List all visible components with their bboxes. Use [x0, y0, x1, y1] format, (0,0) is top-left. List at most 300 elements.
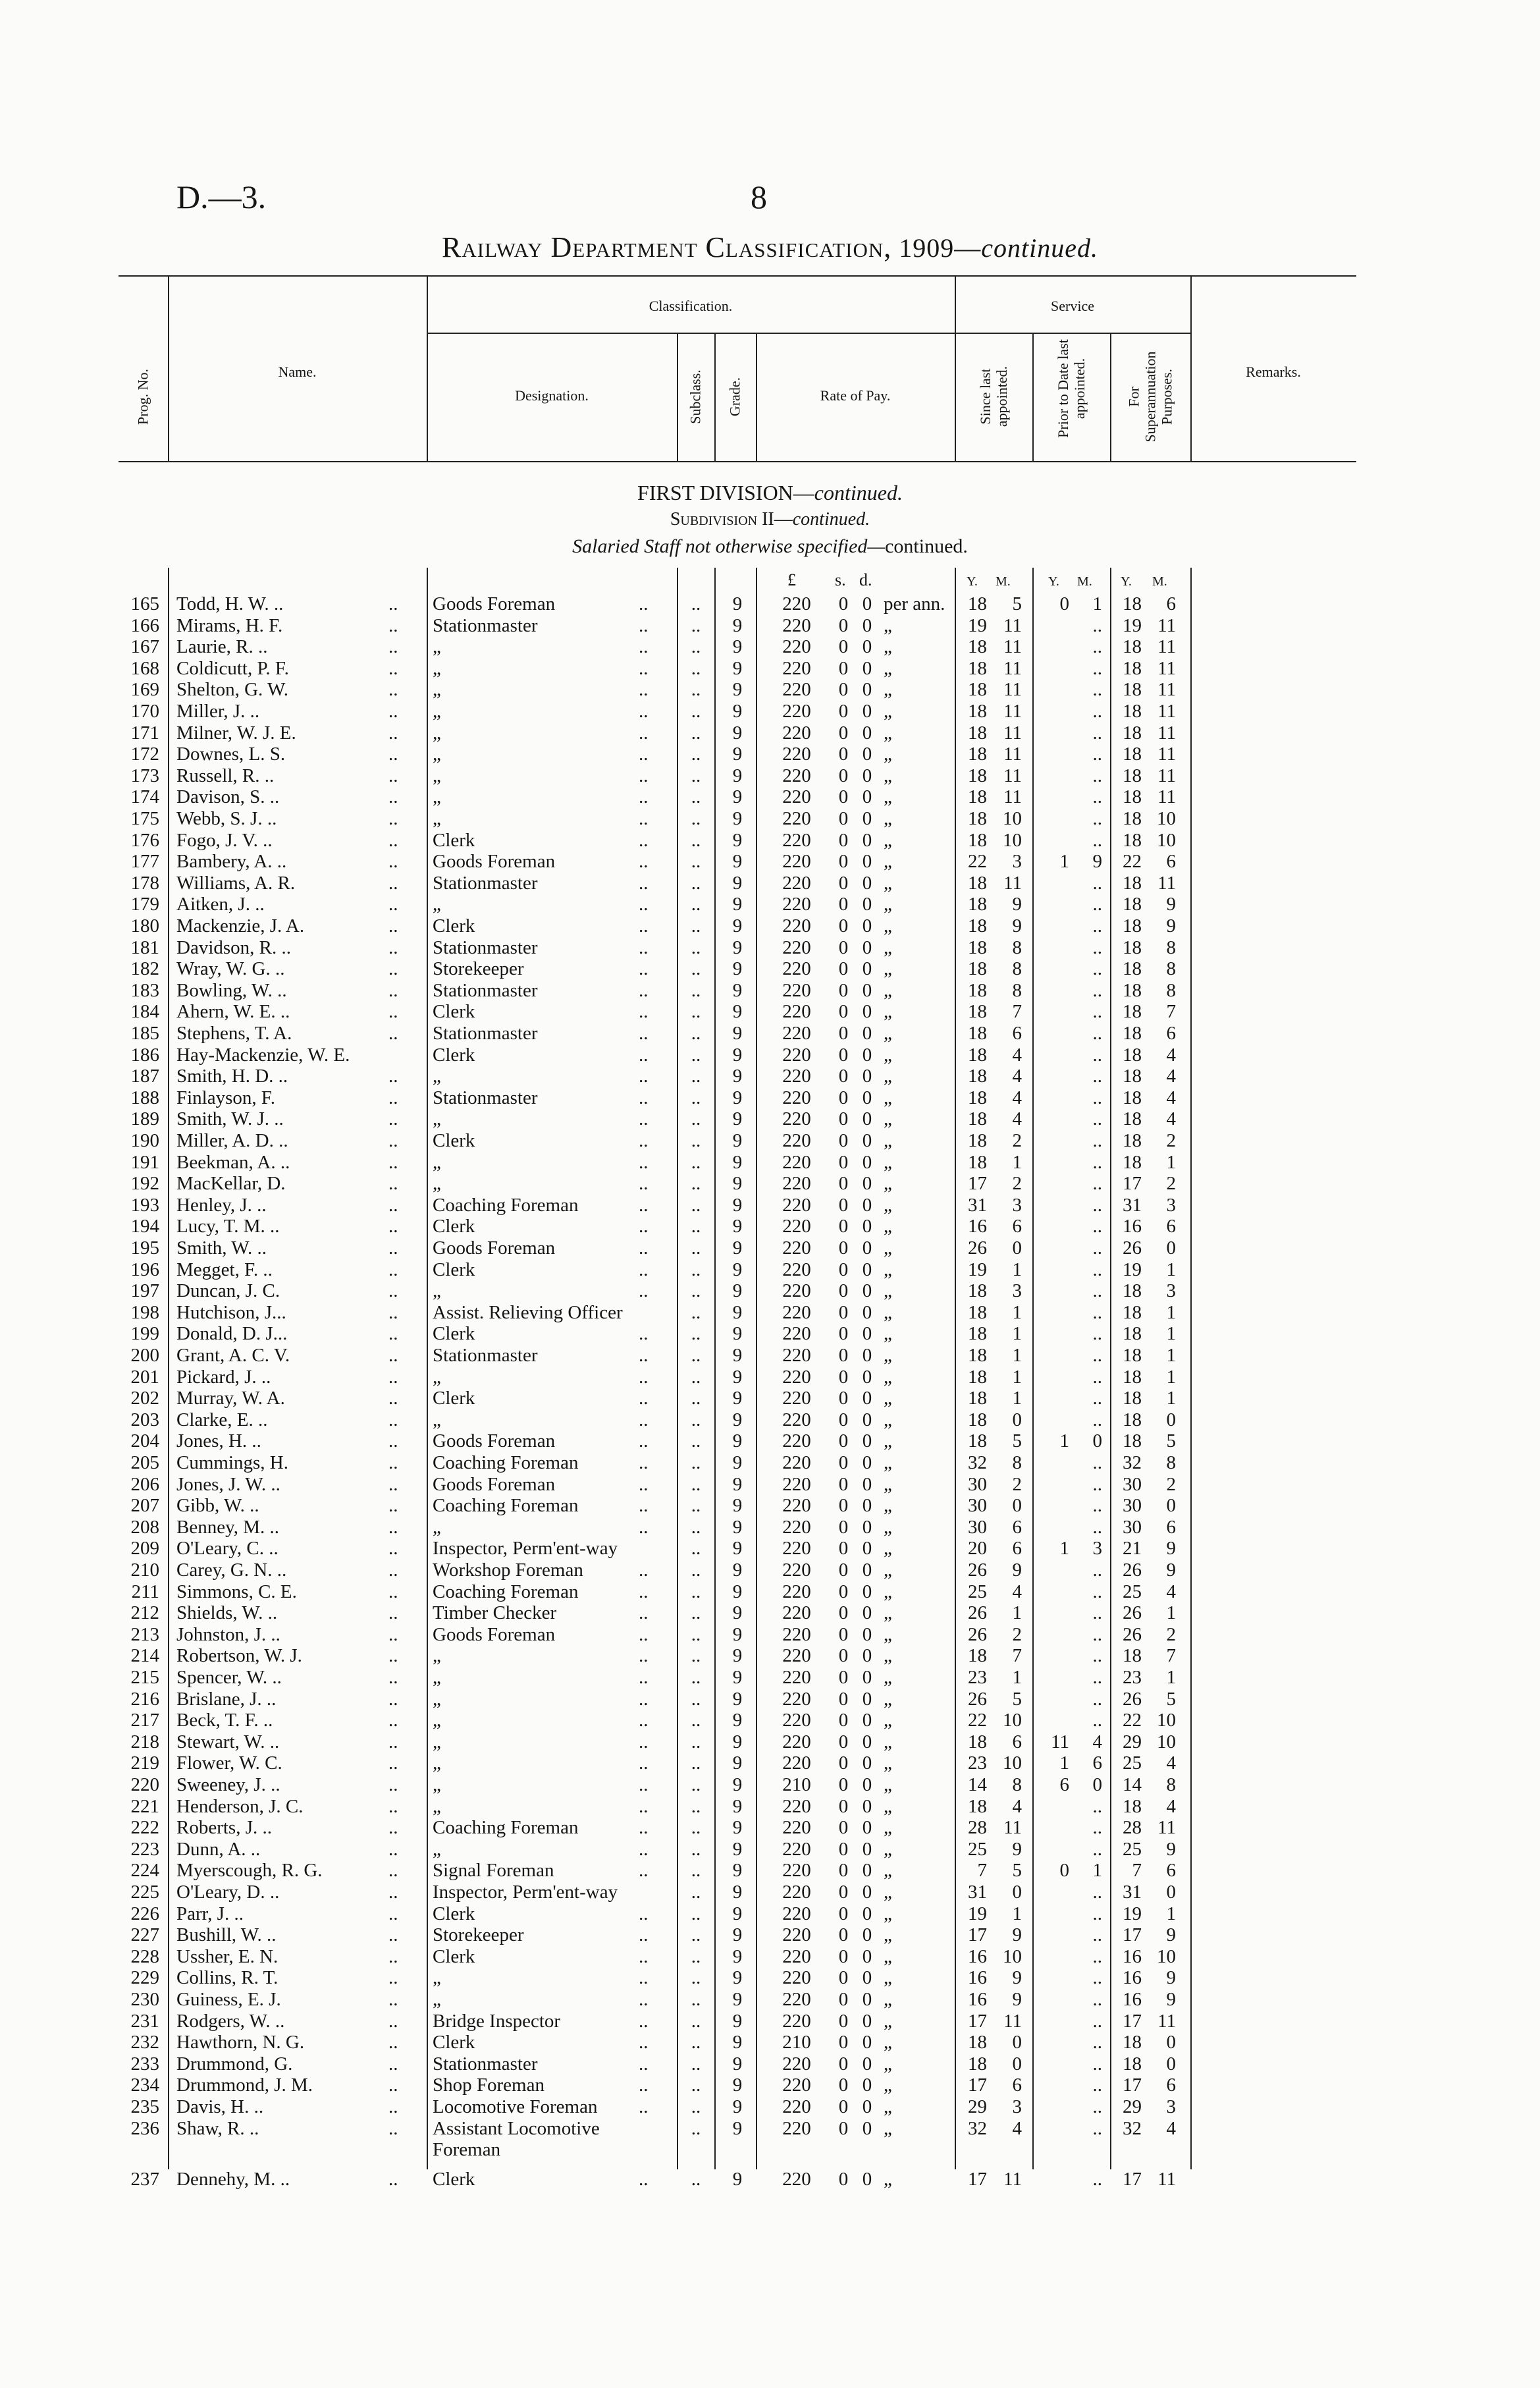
grade: 9 [732, 1967, 743, 1989]
prior-months: .. [1092, 1345, 1102, 1366]
pay-pounds: 220 [782, 1473, 811, 1495]
super-months: 11 [1157, 786, 1176, 808]
grade: 9 [732, 1623, 743, 1645]
pay-pence: 0 [862, 614, 872, 636]
prog-no: 196 [130, 1259, 159, 1280]
pay-period: „ [884, 1345, 892, 1366]
leader-dots: .. [639, 1430, 649, 1452]
leader-dots: .. [388, 1710, 398, 1731]
super-months: 11 [1157, 2168, 1176, 2190]
subclass: .. [691, 657, 701, 679]
staff-name: Myerscough, R. G. [176, 1860, 323, 1882]
super-years: 25 [1123, 1838, 1142, 1860]
pay-shillings: 0 [838, 2032, 849, 2053]
prog-no: 200 [130, 1345, 159, 1366]
staff-name: Megget, F. .. [176, 1259, 273, 1280]
unit-months: M. [996, 574, 1011, 589]
prog-no: 228 [130, 1945, 159, 1967]
grade: 9 [732, 2053, 743, 2075]
staff-name: Flower, W. C. [176, 1752, 282, 1774]
pay-period: „ [884, 1581, 892, 1602]
since-years: 16 [968, 1989, 987, 2010]
since-years: 18 [968, 1066, 987, 1087]
leader-dots: .. [639, 1001, 649, 1023]
super-years: 26 [1123, 1237, 1142, 1259]
designation: Storekeeper [433, 1924, 524, 1946]
subclass: .. [691, 636, 701, 658]
table-row [0, 1903, 1540, 1925]
designation: „ [433, 765, 441, 786]
grade: 9 [732, 1388, 743, 1409]
since-months: 0 [1012, 1409, 1022, 1430]
since-months: 4 [1012, 2117, 1022, 2139]
pay-period: „ [884, 2096, 892, 2117]
since-months: 0 [1012, 2032, 1022, 2053]
leader-dots: .. [388, 1560, 398, 1581]
table-row [0, 1689, 1540, 1710]
pay-pounds: 220 [782, 1924, 811, 1946]
designation: Stationmaster [433, 872, 538, 894]
pay-shillings: 0 [838, 1301, 849, 1323]
table-row [0, 1087, 1540, 1109]
grade: 9 [732, 1259, 743, 1280]
prog-no: 227 [130, 1924, 159, 1946]
super-years: 29 [1123, 1731, 1142, 1752]
super-months: 9 [1166, 894, 1176, 915]
designation: „ [433, 1688, 441, 1710]
since-months: 7 [1012, 1645, 1022, 1667]
leader-dots: .. [388, 829, 398, 851]
designation: Clerk [433, 1216, 475, 1237]
prior-months: .. [1092, 1903, 1102, 1924]
prior-months: .. [1092, 1817, 1102, 1839]
header-grade: Grade. [726, 377, 743, 417]
staff-name: Grant, A. C. V. [176, 1345, 290, 1366]
pay-shillings: 0 [838, 1581, 849, 1602]
grade: 9 [732, 722, 743, 744]
designation: Clerk [433, 1044, 475, 1066]
header-designation: Designation. [515, 387, 589, 404]
staff-name: Shields, W. .. [176, 1602, 278, 1624]
designation: „ [433, 894, 441, 915]
super-months: 1 [1166, 1602, 1176, 1624]
pay-shillings: 0 [838, 2010, 849, 2032]
leader-dots: .. [639, 1173, 649, 1195]
pay-shillings: 0 [838, 1688, 849, 1710]
since-years: 18 [968, 936, 987, 958]
since-years: 18 [968, 894, 987, 915]
since-years: 26 [968, 1237, 987, 1259]
prog-no: 236 [130, 2117, 159, 2139]
super-years: 32 [1123, 1452, 1142, 1473]
leader-dots: .. [388, 2053, 398, 2075]
table-row [0, 1452, 1540, 1474]
designation: „ [433, 1151, 441, 1173]
staff-name: Bowling, W. .. [176, 979, 287, 1001]
prior-months: .. [1092, 1087, 1102, 1108]
designation: „ [433, 1967, 441, 1989]
designation: „ [433, 1710, 441, 1731]
pay-shillings: 0 [838, 1967, 849, 1989]
pay-shillings: 0 [838, 1066, 849, 1087]
designation: Coaching Foreman [433, 1194, 579, 1216]
pay-pence: 0 [862, 1945, 872, 1967]
unit-years: Y. [1121, 574, 1132, 589]
pay-pence: 0 [862, 1602, 872, 1624]
leader-dots: .. [388, 2032, 398, 2053]
since-months: 0 [1012, 1882, 1022, 1903]
since-years: 18 [968, 593, 987, 614]
leader-dots: .. [388, 701, 398, 722]
pay-pence: 0 [862, 1882, 872, 1903]
since-years: 18 [968, 1023, 987, 1044]
grade: 9 [732, 744, 743, 765]
designation: „ [433, 1731, 441, 1752]
page-title [0, 231, 1540, 264]
staff-name: Smith, H. D. .. [176, 1066, 288, 1087]
since-months: 1 [1012, 1151, 1022, 1173]
subclass: .. [691, 1023, 701, 1044]
grade: 9 [732, 1516, 743, 1538]
pay-pounds: 220 [782, 936, 811, 958]
pay-pounds: 220 [782, 786, 811, 808]
subclass: .. [691, 1645, 701, 1667]
prior-months: .. [1092, 2032, 1102, 2053]
leader-dots: .. [388, 1430, 398, 1452]
pay-period: „ [884, 1216, 892, 1237]
super-months: 4 [1166, 1581, 1176, 1602]
leader-dots: .. [639, 1817, 649, 1839]
super-months: 8 [1166, 1774, 1176, 1795]
prior-months: .. [1092, 744, 1102, 765]
since-months: 3 [1012, 851, 1022, 873]
pay-shillings: 0 [838, 636, 849, 658]
pay-pence: 0 [862, 1688, 872, 1710]
pay-pence: 0 [862, 1066, 872, 1087]
leader-dots: .. [388, 1130, 398, 1151]
pay-period: „ [884, 936, 892, 958]
designation: Timber Checker [433, 1602, 557, 1624]
since-months: 2 [1012, 1130, 1022, 1151]
staff-name: Rodgers, W. .. [176, 2010, 285, 2032]
grade: 9 [732, 1645, 743, 1667]
super-years: 18 [1123, 1066, 1142, 1087]
prior-months: .. [1092, 1838, 1102, 1860]
super-years: 18 [1123, 958, 1142, 980]
grade: 9 [732, 1409, 743, 1430]
since-months: 3 [1012, 1280, 1022, 1302]
leader-dots: .. [639, 1323, 649, 1345]
leader-dots: .. [388, 786, 398, 808]
since-years: 18 [968, 1087, 987, 1108]
staff-name: Cummings, H. [176, 1452, 288, 1473]
leader-dots: .. [388, 958, 398, 980]
prog-no: 183 [130, 979, 159, 1001]
leader-dots: .. [388, 1388, 398, 1409]
pay-pounds: 220 [782, 1602, 811, 1624]
subclass: .. [691, 1903, 701, 1924]
since-months: 4 [1012, 1087, 1022, 1108]
leader-dots: .. [388, 1688, 398, 1710]
leader-dots: .. [639, 1710, 649, 1731]
pay-pounds: 220 [782, 1130, 811, 1151]
designation: Clerk [433, 1945, 475, 1967]
designation: Clerk [433, 829, 475, 851]
prior-months: .. [1092, 1473, 1102, 1495]
subclass: .. [691, 1194, 701, 1216]
table-row [0, 1474, 1540, 1496]
pay-pence: 0 [862, 1817, 872, 1839]
grade: 9 [732, 958, 743, 980]
table-row [0, 1710, 1540, 1731]
prog-no: 216 [130, 1688, 159, 1710]
subclass: .. [691, 1151, 701, 1173]
pay-pence: 0 [862, 1774, 872, 1795]
staff-name: Sweeney, J. .. [176, 1774, 280, 1795]
designation: „ [433, 1280, 441, 1302]
since-months: 8 [1012, 1774, 1022, 1795]
table-row [0, 1345, 1540, 1367]
prog-no: 194 [130, 1216, 159, 1237]
since-months: 11 [1003, 722, 1022, 744]
staff-name: Henley, J. .. [176, 1194, 267, 1216]
super-years: 18 [1123, 1130, 1142, 1151]
staff-name: Miller, J. .. [176, 701, 260, 722]
super-years: 18 [1123, 915, 1142, 936]
pay-period: „ [884, 1473, 892, 1495]
pay-shillings: 0 [838, 679, 849, 701]
table-row [0, 1001, 1540, 1023]
prior-months: .. [1092, 1366, 1102, 1388]
pay-pence: 0 [862, 1173, 872, 1195]
grade: 9 [732, 851, 743, 873]
subclass: .. [691, 1452, 701, 1473]
super-years: 16 [1123, 1945, 1142, 1967]
since-months: 6 [1012, 2075, 1022, 2096]
designation: Bridge Inspector [433, 2010, 561, 2032]
table-row [0, 1624, 1540, 1646]
leader-dots: .. [388, 1989, 398, 2010]
leader-dots: .. [639, 1237, 649, 1259]
table-row [0, 1323, 1540, 1345]
subclass: .. [691, 786, 701, 808]
pay-pounds: 210 [782, 2032, 811, 2053]
table-row [0, 894, 1540, 915]
since-months: 5 [1012, 593, 1022, 614]
super-months: 10 [1157, 829, 1176, 851]
division-name: FIRST DIVISION— [637, 481, 814, 504]
super-months: 0 [1166, 1882, 1176, 1903]
pay-pounds: 220 [782, 872, 811, 894]
prog-no: 206 [130, 1473, 159, 1495]
since-years: 17 [968, 2168, 987, 2190]
pay-period: „ [884, 1301, 892, 1323]
since-years: 18 [968, 744, 987, 765]
pay-shillings: 0 [838, 744, 849, 765]
pay-shillings: 0 [838, 1667, 849, 1688]
leader-dots: .. [639, 636, 649, 658]
leader-dots: .. [639, 829, 649, 851]
table-row [0, 1216, 1540, 1237]
since-years: 31 [968, 1882, 987, 1903]
prog-no: 212 [130, 1602, 159, 1624]
designation: „ [433, 679, 441, 701]
prog-no: 176 [130, 829, 159, 851]
prog-no: 197 [130, 1280, 159, 1302]
super-months: 6 [1166, 1860, 1176, 1882]
designation: „ [433, 1645, 441, 1667]
staff-name: Simmons, C. E. [176, 1581, 297, 1602]
pay-pounds: 220 [782, 657, 811, 679]
leader-dots: .. [639, 1044, 649, 1066]
staff-name: Hay-Mackenzie, W. E. [176, 1044, 350, 1066]
grade: 9 [732, 614, 743, 636]
leader-dots: .. [388, 1280, 398, 1302]
leader-dots: .. [388, 1173, 398, 1195]
prior-months: .. [1092, 1688, 1102, 1710]
staff-name: Smith, W. J. .. [176, 1108, 284, 1130]
prior-months: .. [1092, 657, 1102, 679]
table-row [0, 1860, 1540, 1882]
pay-shillings: 0 [838, 1945, 849, 1967]
pay-shillings: 0 [838, 2117, 849, 2139]
subclass: .. [691, 872, 701, 894]
pay-pence: 0 [862, 744, 872, 765]
header-since-last: Since last appointed. [977, 366, 1010, 427]
pay-shillings: 0 [838, 1495, 849, 1517]
since-years: 23 [968, 1667, 987, 1688]
super-months: 0 [1166, 1409, 1176, 1430]
since-months: 2 [1012, 1173, 1022, 1195]
pay-shillings: 0 [838, 765, 849, 786]
since-years: 18 [968, 1108, 987, 1130]
since-years: 18 [968, 808, 987, 829]
since-months: 8 [1012, 936, 1022, 958]
pay-shillings: 0 [838, 1130, 849, 1151]
since-months: 11 [1003, 2168, 1022, 2190]
prior-months: .. [1092, 1710, 1102, 1731]
super-years: 18 [1123, 1151, 1142, 1173]
super-months: 11 [1157, 679, 1176, 701]
since-months: 1 [1012, 1366, 1022, 1388]
designation: Assist. Relieving Officer [433, 1301, 623, 1323]
pay-period: „ [884, 2010, 892, 2032]
table-row [0, 1259, 1540, 1281]
leader-dots: .. [388, 1194, 398, 1216]
pay-pence: 0 [862, 657, 872, 679]
leader-dots: .. [388, 1731, 398, 1752]
prior-months: .. [1092, 2096, 1102, 2117]
leader-dots: .. [639, 1645, 649, 1667]
since-months: 6 [1012, 1731, 1022, 1752]
table-row [0, 1946, 1540, 1968]
pay-pounds: 220 [782, 1495, 811, 1517]
designation: Stationmaster [433, 1023, 538, 1044]
since-months: 3 [1012, 2096, 1022, 2117]
prior-months: .. [1092, 1237, 1102, 1259]
grade: 9 [732, 829, 743, 851]
super-months: 1 [1166, 1667, 1176, 1688]
since-years: 31 [968, 1194, 987, 1216]
pay-period: „ [884, 1860, 892, 1882]
staff-name: MacKellar, D. [176, 1173, 286, 1195]
prog-no: 199 [130, 1323, 159, 1345]
designation: „ [433, 808, 441, 829]
leader-dots: .. [388, 936, 398, 958]
pay-pence: 0 [862, 1151, 872, 1173]
subclass: .. [691, 936, 701, 958]
subclass: .. [691, 1301, 701, 1323]
subclass: .. [691, 722, 701, 744]
since-months: 1 [1012, 1301, 1022, 1323]
grade: 9 [732, 1924, 743, 1946]
table-row [0, 1367, 1540, 1388]
prior-months: .. [1092, 1602, 1102, 1624]
super-months: 7 [1166, 1645, 1176, 1667]
leader-dots: .. [388, 657, 398, 679]
subclass: .. [691, 1817, 701, 1839]
prior-months: .. [1092, 1495, 1102, 1517]
subclass: .. [691, 1752, 701, 1774]
pay-pounds: 220 [782, 1817, 811, 1839]
super-years: 18 [1123, 1323, 1142, 1345]
since-years: 25 [968, 1838, 987, 1860]
prog-no: 166 [130, 614, 159, 636]
pay-period: „ [884, 1151, 892, 1173]
prog-no: 233 [130, 2053, 159, 2075]
since-months: 1 [1012, 1602, 1022, 1624]
pay-period: „ [884, 1560, 892, 1581]
staff-name: Finlayson, F. [176, 1087, 275, 1108]
since-months: 11 [1003, 744, 1022, 765]
table-row [0, 1280, 1540, 1302]
since-months: 3 [1012, 1194, 1022, 1216]
grade: 9 [732, 1194, 743, 1216]
table-row [0, 1430, 1540, 1452]
pay-pounds: 220 [782, 2117, 811, 2139]
pay-period: „ [884, 1044, 892, 1066]
since-months: 1 [1012, 1667, 1022, 1688]
pay-shillings: 0 [838, 851, 849, 873]
pay-shillings: 0 [838, 1538, 849, 1560]
leader-dots: .. [388, 679, 398, 701]
subclass: .. [691, 2168, 701, 2190]
pay-period: „ [884, 1388, 892, 1409]
since-months: 9 [1012, 894, 1022, 915]
grade: 9 [732, 1301, 743, 1323]
pay-shillings: 0 [838, 1259, 849, 1280]
subclass: .. [691, 1623, 701, 1645]
pay-shillings: 0 [838, 1194, 849, 1216]
prog-no: 177 [130, 851, 159, 873]
super-months: 1 [1166, 1388, 1176, 1409]
since-years: 7 [977, 1860, 987, 1882]
subclass: .. [691, 1409, 701, 1430]
pay-shillings: 0 [838, 593, 849, 614]
grade: 9 [732, 1173, 743, 1195]
leader-dots: .. [388, 1645, 398, 1667]
pay-pounds: 220 [782, 808, 811, 829]
grade: 9 [732, 1710, 743, 1731]
leader-dots: .. [639, 701, 649, 722]
super-years: 26 [1123, 1623, 1142, 1645]
pay-pounds: 220 [782, 722, 811, 744]
super-years: 26 [1123, 1560, 1142, 1581]
super-months: 1 [1166, 1345, 1176, 1366]
staff-name: Russell, R. .. [176, 765, 275, 786]
table-row [0, 1817, 1540, 1839]
pay-pounds: 220 [782, 636, 811, 658]
